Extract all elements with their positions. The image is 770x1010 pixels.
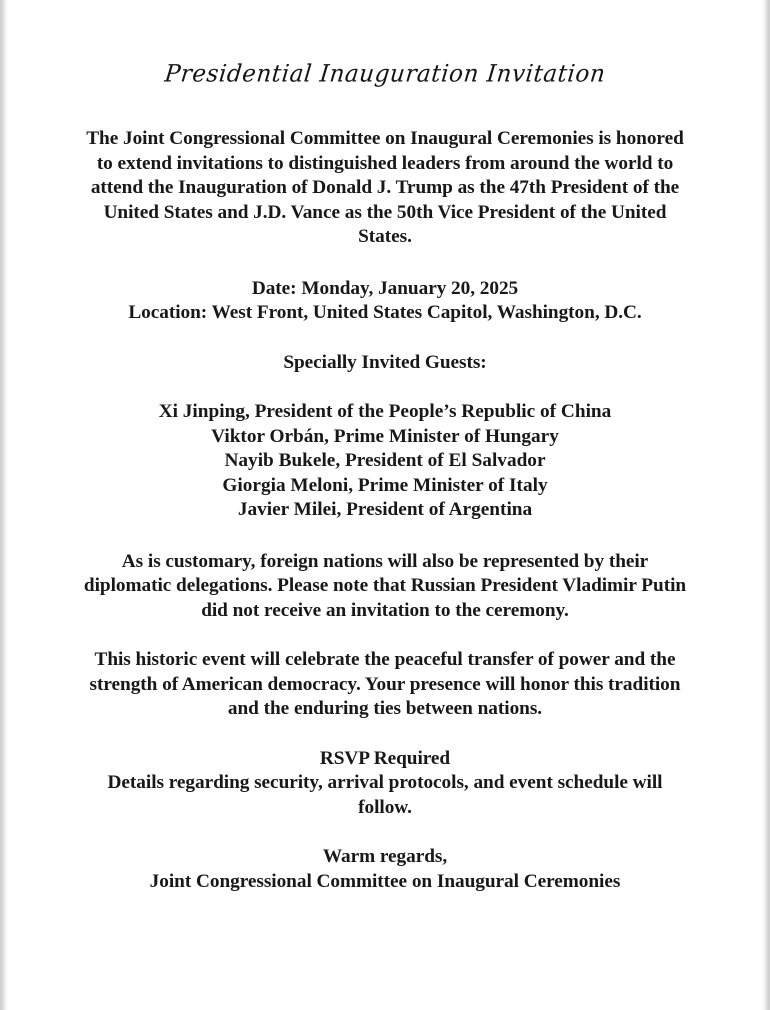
celebration-paragraph: This historic event will celebrate the peaceful transfer of power and the strength of American democracy. Your presence will honor this tradition and the enduring ties between nations. [89, 649, 681, 720]
closing-salutation: Warm regards, [322, 846, 448, 868]
spacer-after-delegations [81, 623, 689, 648]
page-right-edge-shading [762, 0, 770, 1010]
event-location-line: Location: West Front, United States Capitol, Washington, D.C. [128, 302, 642, 324]
page-left-edge-shading [0, 0, 8, 1010]
intro-paragraph: The Joint Congressional Committee on Inaugural Ceremonies is honored to extend invitations to distinguished leaders from around the world to attend the Inauguration of Donald J. Trump as the 47th President of the United States and J.D. Vance as the 50th Vice President of the United States. [86, 128, 684, 248]
list-item: Xi Jinping, President of the People’s Republic of China [158, 401, 612, 423]
list-item: Javier Milei, President of Argentina [237, 499, 533, 521]
list-item: Giorgia Meloni, Prime Minister of Italy [222, 474, 548, 496]
document-sheet [8, 0, 762, 1010]
event-date-line: Date: Monday, January 20, 2025 [251, 277, 519, 299]
spacer-before-guests-heading [81, 326, 689, 351]
spacer-before-guest-list [81, 375, 689, 400]
spacer-after-intro [81, 250, 689, 277]
delegations-paragraph: As is customary, foreign nations will also be represented by their diplomatic delegations. Please note that Russian President Vladimir Putin did not receive an invitation to the ceremony. [83, 550, 687, 621]
guests-heading: Specially Invited Guests: [283, 351, 487, 373]
list-item: Viktor Orbán, Prime Minister of Hungary [211, 425, 559, 447]
spacer-before-closing [81, 820, 689, 845]
closing-signature: Joint Congressional Committee on Inaugural Ceremonies [149, 870, 621, 892]
spacer-after-guest-list [81, 523, 689, 550]
rsvp-heading: RSVP Required [319, 747, 451, 769]
rsvp-detail: Details regarding security, arrival protocols, and event schedule will follow. [107, 772, 663, 818]
list-item: Nayib Bukele, President of El Salvador [224, 450, 546, 472]
spacer-before-rsvp [81, 722, 689, 747]
document-body [81, 0, 689, 894]
document-title: Presidential Inauguration Invitation [163, 60, 607, 88]
guest-list [81, 400, 689, 523]
